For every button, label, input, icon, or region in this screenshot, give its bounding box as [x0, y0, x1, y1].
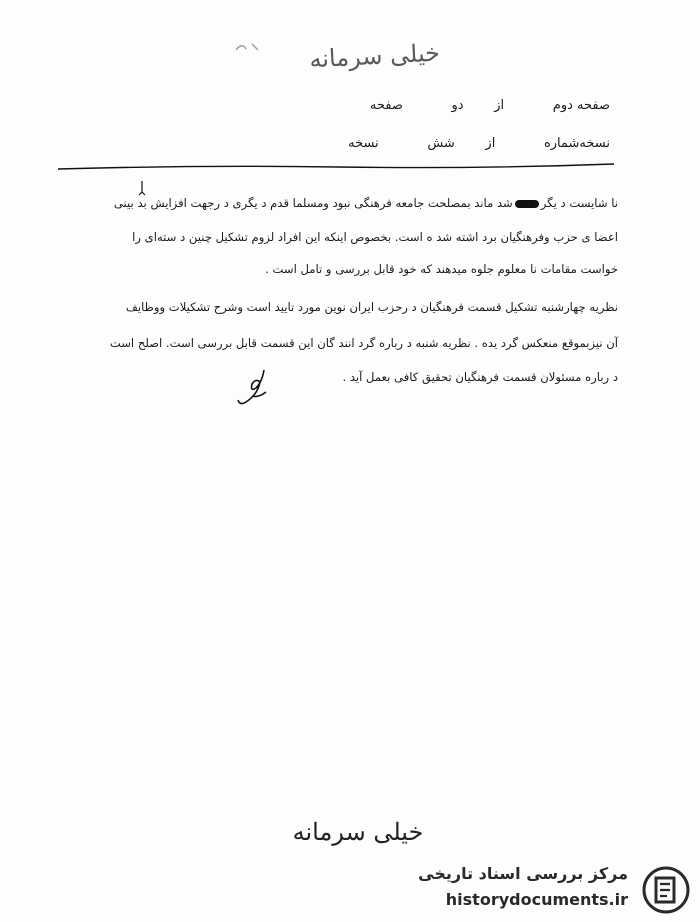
archive-watermark [416, 862, 700, 922]
page-number-line [370, 98, 610, 113]
separator-rule [58, 160, 614, 174]
body-line-2: اعضا ی حزب وفرهنگیان برد اشته شد ه است. بخصوص اینکه این افراد لزوم تشکیل چنین د سته‌ای را [132, 230, 618, 244]
archive-logo-icon [640, 864, 692, 916]
page-unit: صفحه [369, 98, 403, 113]
watermark-title: مرکز بررسی اسناد تاریخی [418, 864, 628, 883]
page-count: دو [451, 98, 464, 113]
body-line-3: خواست مقامات نا معلوم جلوه میدهند که خود قابل بررسی و تامل است . [265, 262, 618, 276]
copy-count: شش [427, 136, 455, 151]
body-line-6: د رباره مسئولان قسمت فرهنگیان تحقیق کافی بعمل آید . [342, 370, 618, 384]
body-line-1: نا شایست د یگرشد ماند بمصلحت جامعه فرهنگی نبود ومسلما قدم د یگری د رجهت افزایش بد بینی [113, 196, 618, 210]
copy-unit: نسخه [348, 136, 379, 151]
copy-number-line [348, 136, 610, 151]
watermark-url: historydocuments.ir [445, 890, 628, 909]
body-line-4: نظریه چهارشنبه تشکیل قسمت فرهنگیان د رحزب ایران نوین مورد تایید است وشرح تشکیلات ووظایف [125, 300, 618, 314]
body-line-5: آن نیزبموقع منعکس گرد یده . نظریه شنبه د رباره گرد انند گان این قسمت قابل بررسی است. اصلح است [109, 336, 618, 350]
page-label: صفحه دوم [552, 98, 610, 113]
handwritten-classification-bottom: خیلی سرمانه [292, 818, 424, 846]
redaction-mark [515, 200, 539, 208]
copy-label: نسخه‌شماره [543, 136, 610, 151]
page-of: از [494, 98, 505, 113]
copy-of: از [485, 136, 496, 151]
handwritten-classification-top: خیلی سرمانه [308, 38, 441, 74]
stray-pen-mark [234, 40, 264, 54]
handwritten-signature [232, 366, 272, 410]
